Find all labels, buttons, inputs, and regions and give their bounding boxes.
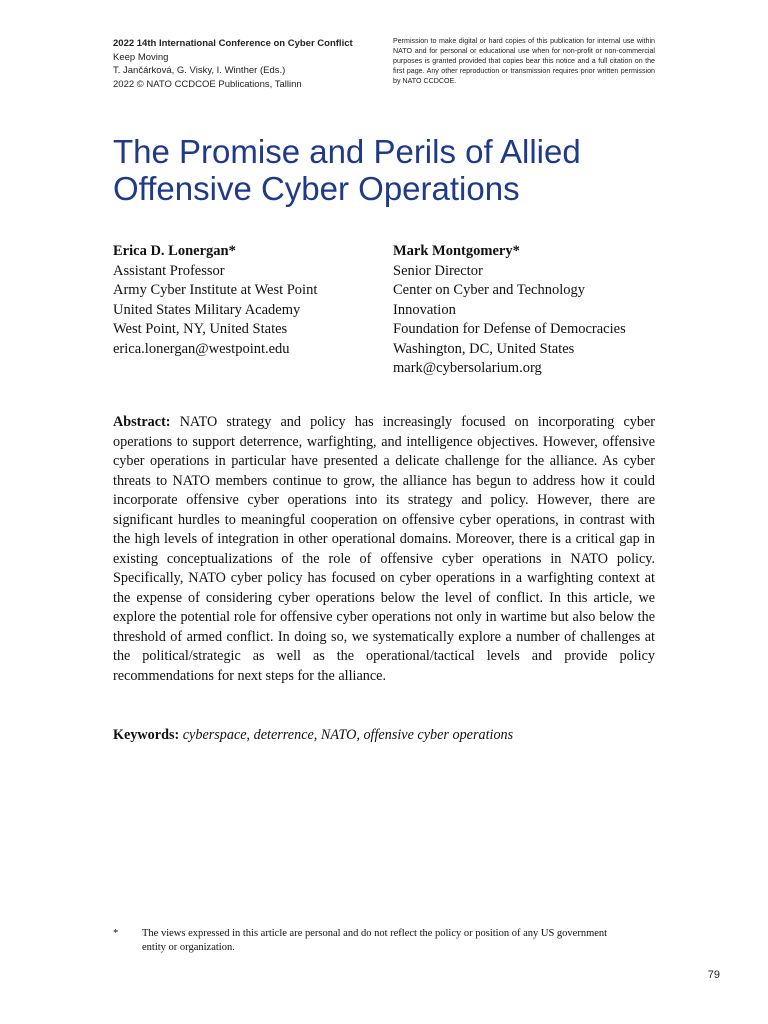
- author-affiliation: Army Cyber Institute at West Point: [113, 282, 318, 298]
- abstract-text: NATO strategy and policy has increasingly focused on incorporating cyber operations to support deterrence, warfighting, and intelligence objectives. However, offensive cyber operations in particular have presented a delicate challenge for the alliance. As cyber threats to NATO members continue to grow, the alliance has begun to address how it could incorporate offensive cyber operations into its strategy and policy. However, there are significant hurdles to meaningful cooperation on offensive cyber operations, in contrast with the high levels of integration in other operational domains. Moreover, there is a critical gap in existing conceptualizations of the role of offensive cyber operations in NATO policy. Specifically, NATO cyber policy has focused on cyber operations in a warfighting context at the expense of considering cyber operations below the level of conflict. In this article, we explore the potential role for offensive cyber operations not only in wartime but also below the threshold of armed conflict. In doing so, we systematically explore a number of challenges at the political/strategic as well as the operational/tactical levels and provide policy recommendations for next steps for the alliance.: [113, 414, 655, 684]
- publication-header: [113, 37, 383, 91]
- author-affiliation: Innovation: [393, 301, 456, 318]
- copyright: 2022 © NATO CCDCOE Publications, Tallinn: [113, 78, 302, 90]
- author-name: Erica D. Lonergan*: [113, 243, 236, 259]
- permission-notice: Permission to make digital or hard copies of this publication for internal use within NATO and for personal or educational use when for non-profit or non-commercial purposes is granted provided that copies bear this notice and a full citation on the first page. Any other reproduction or transmission requires prior written permission by NATO CCDCOE.: [393, 37, 655, 85]
- author-block-2: [393, 242, 673, 379]
- keywords-text: cyberspace, deterrence, NATO, offensive cyber operations: [182, 727, 514, 743]
- keywords-label: Keywords:: [113, 727, 180, 743]
- author-affiliation: United States Military Academy: [113, 301, 301, 318]
- paper-title: The Promise and Perils of Allied Offensive Cyber Operations: [113, 133, 581, 207]
- editors: T. Jančárková, G. Visky, I. Winther (Eds.): [113, 65, 286, 76]
- author-affiliation: Center on Cyber and Technology: [393, 282, 586, 298]
- author-name: Mark Montgomery*: [393, 243, 520, 259]
- author-location: West Point, NY, United States: [113, 321, 288, 337]
- abstract-label: Abstract:: [113, 414, 171, 430]
- abstract: [113, 413, 655, 686]
- author-email: mark@cybersolarium.org: [393, 360, 542, 376]
- page-number: 79: [707, 969, 720, 981]
- author-affiliation: Foundation for Defense of Democracies: [393, 321, 626, 337]
- footnote: [113, 927, 633, 954]
- author-location: Washington, DC, United States: [393, 340, 575, 357]
- author-position: Senior Director: [393, 262, 483, 279]
- footnote-mark: *: [113, 928, 119, 939]
- keywords: [113, 726, 655, 746]
- author-position: Assistant Professor: [113, 262, 225, 279]
- author-block-1: [113, 242, 383, 359]
- footnote-text: The views expressed in this article are personal and do not reflect the policy or position of any US government entity or organization.: [142, 928, 608, 953]
- conference-subtitle: Keep Moving: [113, 51, 169, 63]
- author-email: erica.lonergan@westpoint.edu: [113, 340, 290, 357]
- conference-name: 2022 14th International Conference on Cyber Conflict: [113, 38, 353, 49]
